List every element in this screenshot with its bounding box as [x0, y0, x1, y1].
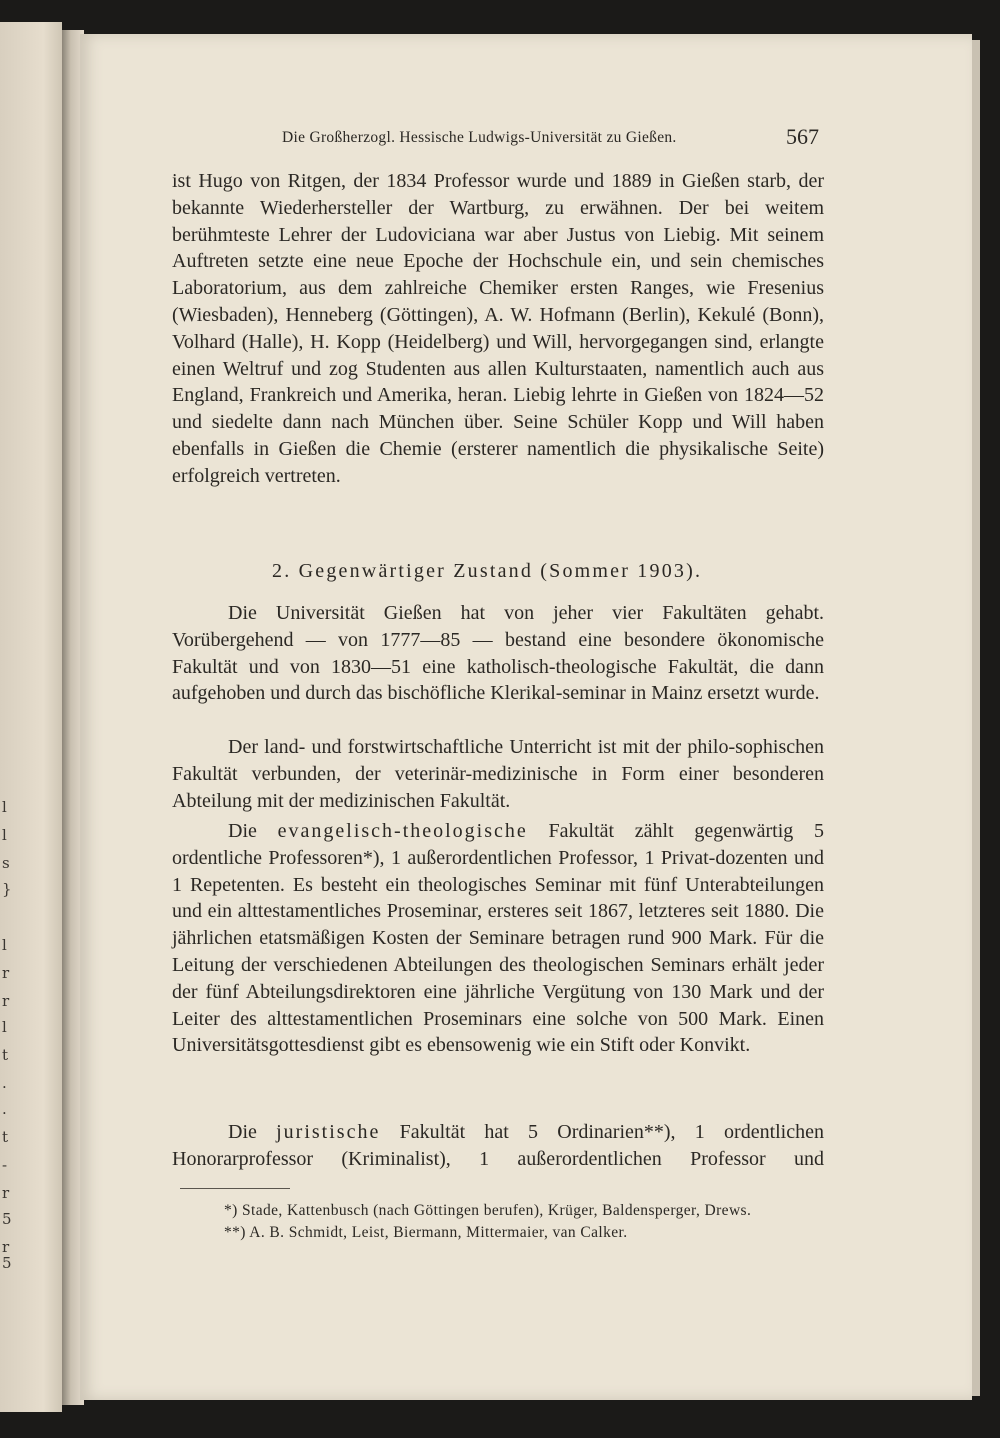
paragraph-law-text: Fakultät hat 5 Ordinarien**), 1 ordentlichen Honorarprofessor (Kriminalist), 1 außerordentlichen Professor und	[172, 1121, 824, 1170]
paragraph-agriculture	[172, 734, 824, 814]
margin-letter: 5	[2, 1210, 12, 1228]
section-heading: 2. Gegenwärtiger Zustand (Sommer 1903).	[272, 560, 703, 582]
page-number: 567	[786, 124, 819, 149]
paragraph-theology-lead: Die	[228, 820, 278, 842]
running-head-title: Die Großherzogl. Hessische Ludwigs-Universität zu Gießen.	[282, 129, 677, 146]
margin-letter: l	[2, 936, 7, 954]
faculty-name-law: juristische	[276, 1121, 381, 1143]
margin-letter: 5	[2, 1254, 12, 1272]
margin-letter: .	[2, 1100, 7, 1118]
page-edge-right	[972, 40, 980, 1396]
paragraph-liebig: ist Hugo von Ritgen, der 1834 Professor wurde und 1889 in Gießen starb, der bekannte Wiederhersteller der Wartburg, zu erwähnen. Der bei weitem berühmteste Lehrer der Ludoviciana war aber Justus von Liebig. Mit seinem Auftreten setzte eine neue Epoche der Hochschule ein, und sein chemisches Laboratorium, aus dem zahlreiche Chemiker ersten Ranges, wie Fresenius (Wiesbaden), Henneberg (Göttingen), A. W. Hofmann (Berlin), Kekulé (Bonn), Volhard (Halle), H. Kopp (Heidelberg) und Will, hervorgegangen sind, erlangte einen Weltruf und zog Studenten aus allen Kulturstaaten, namentlich auch aus England, Frankreich und Amerika, heran. Liebig lehrte in Gießen von 1824—52 und siedelte dann nach München über. Seine Schüler Kopp und Will haben ebenfalls in Gießen die Chemie (ersterer namentlich die physikalische Seite) erfolgreich vertreten.	[172, 170, 824, 487]
margin-letter: -	[2, 1156, 8, 1174]
footnotes	[224, 1200, 751, 1244]
margin-letter: .	[2, 1074, 7, 1092]
paragraph-theology	[172, 818, 824, 1059]
paragraph-theology-text: Fakultät zählt gegenwärtig 5 ordentliche Professoren*), 1 außerordentlichen Professor, 1 Privat-dozenten und 1 Repetenten. Es besteht ein theologisches Seminar mit fünf Unterabteilungen und ein alttestamentliches Proseminar, ersteres seit 1867, letzteres seit 1880. Die jährlichen etatsmäßigen Kosten der Seminare betragen rund 900 Mark. Für die Leitung der verschiedenen Abteilungen des theologischen Seminars erhält jeder der fünf Abteilungsdirektoren eine jährliche Vergütung von 130 Mark und der Leiter des alttestamentlichen Proseminars eine solche von 500 Mark. Einen Universitätsgottesdienst gibt es ebensowenig wie ein Stift oder Konvikt.	[172, 820, 824, 1057]
margin-letter: l	[2, 798, 7, 816]
margin-letter: r	[2, 964, 10, 982]
margin-letter: l	[2, 826, 7, 844]
paragraph-law	[172, 1119, 824, 1173]
paragraph-agriculture-text: Der land- und forstwirtschaftliche Unterricht ist mit der philo-sophischen Fakultät verbunden, der veterinär-medizinische in Form einer besonderen Abteilung mit der medizinischen Fakultät.	[172, 736, 824, 812]
margin-letter: }	[2, 880, 12, 898]
paragraph-faculties: Die Universität Gießen hat von jeher vier Fakultäten gehabt. Vorübergehend — von 1777—85 — bestand eine besondere ökonomische Fakultät und von 1830—51 eine katholisch-theologische Fakultät, die dann aufgehoben und durch das bischöfliche Klerikal-seminar in Mainz ersetzt wurde.	[172, 602, 824, 705]
margin-letter: l	[2, 1018, 7, 1036]
paragraph-law-lead: Die	[228, 1121, 277, 1143]
footnote-2: **) A. B. Schmidt, Leist, Biermann, Mittermaier, van Calker.	[224, 1224, 628, 1241]
margin-letter: r	[2, 1184, 10, 1202]
margin-letter: t	[2, 1046, 9, 1064]
previous-page-margin-text	[0, 0, 14, 1438]
margin-letter: t	[2, 1128, 9, 1146]
margin-letter: r	[2, 992, 10, 1010]
footnote-1: *) Stade, Kattenbusch (nach Göttingen berufen), Krüger, Baldensperger, Drews.	[224, 1202, 752, 1219]
footnote-divider	[180, 1188, 290, 1189]
margin-letter: r	[2, 1238, 10, 1256]
margin-letter: s	[2, 854, 10, 872]
faculty-name-theology: evangelisch-theologische	[277, 820, 528, 842]
